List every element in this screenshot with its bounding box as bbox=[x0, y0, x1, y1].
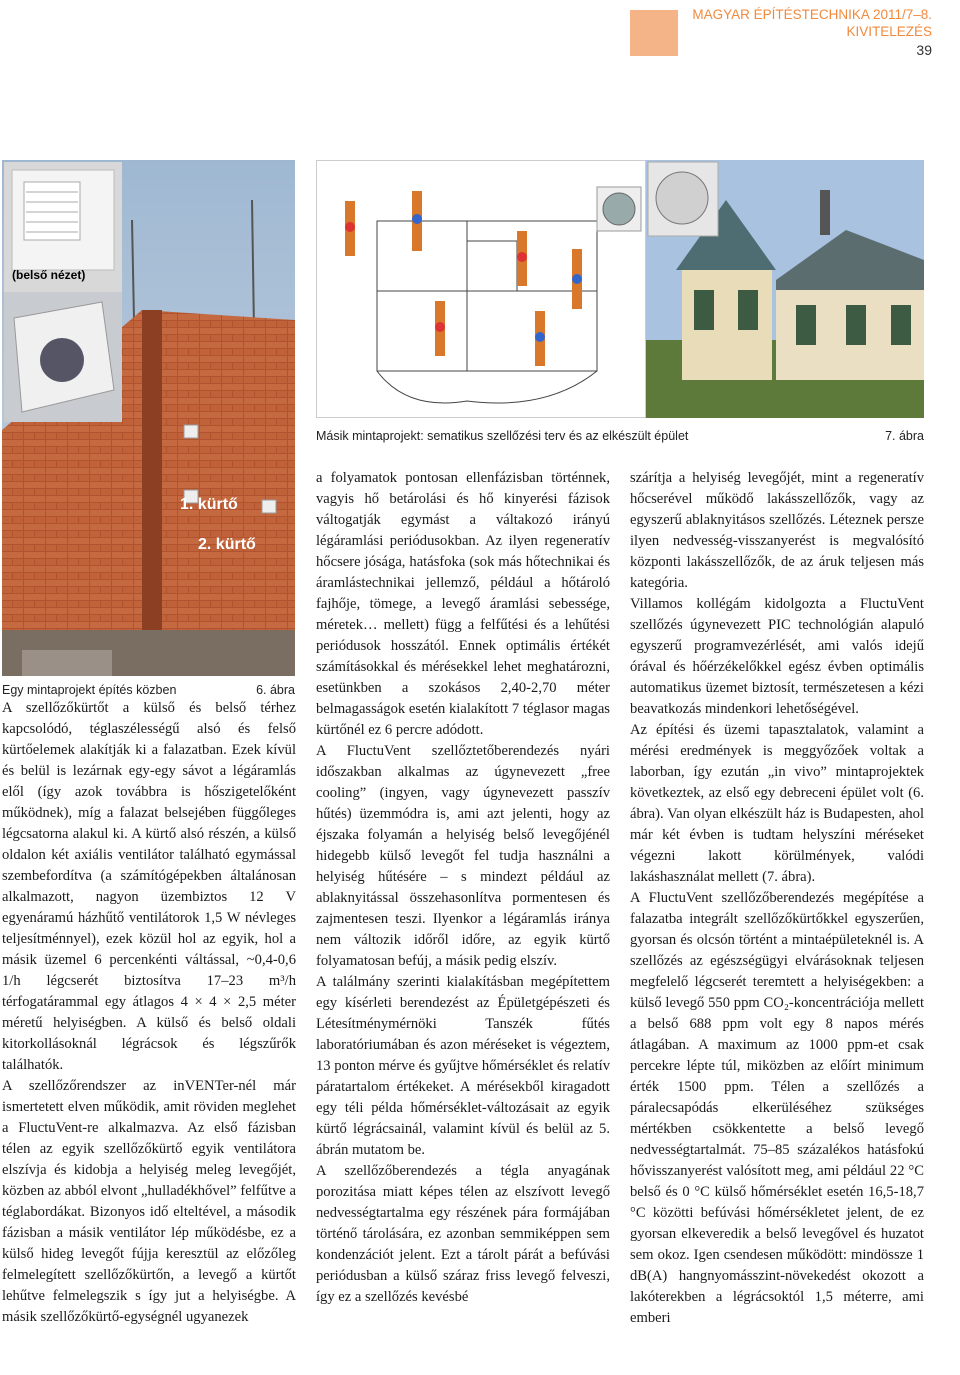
text-column-2 bbox=[316, 468, 610, 1308]
paragraph: Villamos kollégám kidolgozta a FluctuVent szellőzés úgynevezett PIC technológián alapuló egyszerű programvezérlését, ami valós idejű órával és hőérzékelőkkel egész évben optimális automatikus üzemet biztosít, természetesen a kézi beavatkozás mindenkori lehetőségével. bbox=[630, 596, 924, 717]
paragraph: a folyamatok pontosan ellenfázisban történnek, vagyis hő betárolási és hő kinyerési fázisok váltogatják egymást a váltakozó irányú légáramlási periódusokban. Az ilyen regeneratív hőcsere jósága, hatásfoka (sok más hőtechnikai és áramlástechnikai jellemző, például a hőtároló fajhője, tömege, a levegő áramlási sebessége, méretek… mellett) függ a felfűtési és a lehűtési periódusok hosszától. Ennek optimális értékét számításokkal és mérésekkel lehet meghatározni, esetünkben a szokásos 2,40-2,70 méter belmagasságok esetén kialakított 7 téglasor magas kürtőnél ez 6 percre adódott. bbox=[316, 470, 610, 738]
header-color-block bbox=[630, 10, 678, 56]
figure7-caption-text: Másik mintaprojekt: sematikus szellőzési terv és az elkészült épület bbox=[316, 429, 689, 443]
paragraph: A szellőzőrendszer az inVENTer-nél már ismertetett elven működik, amit röviden meglehet a FluctuVent-re alkalmazva. Az első fázisban télen az egyik szellőzőkürtő egyik ventilátora elszívja és kidobja a helyiség meleg levegőjét, közben az abból elvont „hulladékhővel” felfűtve a téglabordákat. Bizonyos idő elteltével, a második fázisban a másik ventilátor lép működésbe, ez a külső hideg levegőt fújja keresztül az előzőleg felmelegített szellőzőkürtőn, a levegő a kürtőt lehűtve felmelegszik s így jut a helyiségbe. A másik szellőzőkürtő-egységnél ugyanezek bbox=[2, 1078, 296, 1325]
figure6-caption-text: Egy mintaprojekt építés közben bbox=[2, 683, 177, 697]
figure7-number: 7. ábra bbox=[885, 429, 924, 443]
chimney1-label: 1. kürtő bbox=[180, 496, 238, 513]
chimney2-label: 2. kürtő bbox=[198, 536, 256, 553]
figure7-building-photo bbox=[646, 160, 924, 418]
paragraph: A találmány szerinti kialakításban megépítettem egy kísérleti berendezést az Épületgépészeti és Létesítménymérnöki Tanszék fűtés laboratóriumában és azon méréseket is végeztem, 13 ponton mérve és gyűjtve hőmérséklet és relatív páratartalom értékeket. A mérésekből kiragadott egy téli példa hőmérséklet-változásait az egyik kürtő légrácsainál, valamint kívül és belül az 5. ábrán mutatom be. bbox=[316, 974, 610, 1158]
journal-title: MAGYAR ÉPÍTÉSTECHNIKA 2011/7–8. bbox=[692, 7, 932, 22]
figure7-plan bbox=[316, 160, 646, 418]
figure6-photo bbox=[2, 160, 295, 676]
paragraph: Az építési és üzemi tapasztalatok, valamint a mérési eredmények is meggyőzőek voltak a laborban, így ezután „in vivo” mintaprojektek következtek, az első egy debreceni épület volt (6. ábra). Van olyan elkészült ház is Budapesten, ahol már két évben is tudtam helyszíni méréseket végezni lakott körülmények, valódi lakáshasználat mellett (7. ábra). bbox=[630, 722, 924, 885]
figure6-caption bbox=[2, 683, 295, 697]
paragraph: szárítja a helyiség levegőjét, mint a regeneratív hőcserével működő lakásszellőzők, vagy az egyszerű ablaknyitásos szellőzés. Léteznek persze ilyen nedvesség-visszanyerést is megvalósító központi lakásszellőzők, de az áruk teljesen más kategória. bbox=[630, 470, 924, 591]
page-number: 39 bbox=[916, 42, 932, 58]
paragraph: A FluctuVent szellőzőberendezés megépítése a falazatba integrált szellőzőkürtőkkel egyszerűen, gyorsan és olcsón történt a mintaépületeknél is. A szellőzés az egészségügyi elvárásoknak teljesen megfelelő légcserét teremtett a helyiségekben: a külső levegő 550 ppm CO₂-koncentrációja mellett a belső 688 ppm volt egy 8 napos mérés átlagában. A maximum az 1000 ppm-et csak percekre lépte túl, miközben az előírt minimum érték 1500 ppm. Télen a szellőzés a páralecsapódás elkerüléséhez szükséges mértékben csökkentette a belső levegő nedvességtartalmát. 75–85 százalékos hatásfokú hővisszanyerést valósított meg, ami például 22 °C belső és 0 °C külső hőmérséklet esetén 16,5-18,7 °C közötti befúvási hőmérsékletet jelent, de ez gyorsan elkeveredik a belső levegővel és huzatot sem okoz. Igen csendesen működött: mindössze 1 dB(A) hangnyomásszint-növekedést okozott a lakóterekben a légrácsoktól 1,5 méterre, ami emberi bbox=[630, 890, 924, 1326]
running-header bbox=[692, 6, 932, 59]
text-column-1 bbox=[2, 698, 296, 1328]
villa-illustration bbox=[646, 160, 924, 418]
inset-label: (belső nézet) bbox=[12, 268, 86, 282]
figure7-caption bbox=[316, 429, 924, 443]
paragraph: A szellőzőkürtőt a külső és belső térhez kapcsolódó, téglaszélességű alsó és felső kürtőelemek alakítják ki a falazatban. Ezek kívül és belül is lezárnak egy-egy sávot a légáramlás elől (így azok továbbra is hőszigetelőként működnek), míg a falazat belsejében függőleges légcsatorna alakul ki. A kürtő alsó részén, a külső oldalon két axiális ventilátor található egymással szembefordítva (a számítógépekben általánosan alkalmazott, nagyon üzembiztos 12 V egyenáramú házhűtő ventilátorok 1,5 W névleges teljesítménnyel), ezek közül hol az egyik, hol a másik üzemel 6 percenkénti váltással, ~0,4-0,6 1/h légcserét biztosítva 17–23 m³/h térfogatárammal egy átlagos 4 × 4 × 2,5 méter méretű helyiségben. A külső és belső oldali kitorkollásoknál légrácsok és légszűrők találhatók. bbox=[2, 700, 296, 1073]
paragraph: A FluctuVent szellőztetőberendezés nyári időszakban alkalmas az úgynevezett „free cooling” (ingyen, vagy úgynevezett passzív hűtés) üzemmódra is, ami azt jelenti, hogy az éjszaka folyamán a helyiség belső levegőjénél hidegebb külső levegőt fel tudja használni a helyiség hűtésére – s mindezt például az ablaknyitással összehasonlítva pormentesen és zajmentesen teszi. Ilyenkor a légáramlás iránya nem változik időről időre, az egyik kürtő folyamatosan befúj, a másik pedig elszív. bbox=[316, 743, 610, 969]
ventilation-plan-illustration bbox=[317, 161, 646, 418]
text-column-3 bbox=[630, 468, 924, 1329]
construction-site-illustration bbox=[2, 160, 295, 676]
paragraph: A szellőzőberendezés a tégla anyagának porozitása miatt képes télen az elszívott levegő nedvességtartalma egy részének pára formájában történő tárolására, ez azonban semmiképpen sem kondenzációt jelent. Ezt a tárolt párát a befúvási periódusban a külső száraz friss levegő felveszi, így ez a szellőzés kevésbé bbox=[316, 1163, 610, 1305]
figure6-number: 6. ábra bbox=[256, 683, 295, 697]
section-title: KIVITELEZÉS bbox=[846, 24, 932, 39]
